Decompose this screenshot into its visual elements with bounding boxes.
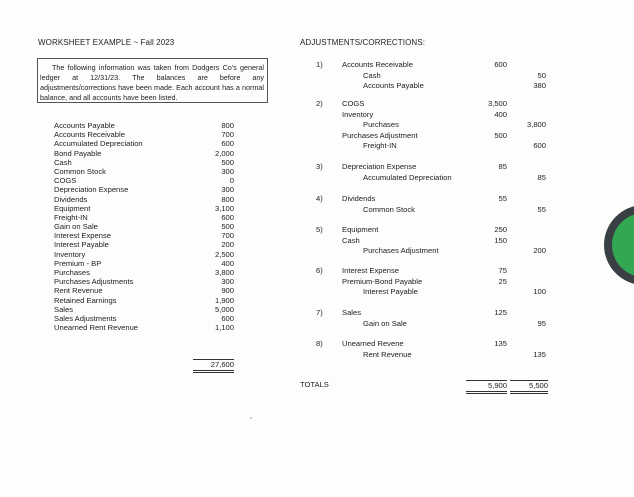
account-row (54, 167, 234, 176)
adjustment-entry (316, 308, 548, 329)
account-balance: 1,900 (214, 295, 234, 305)
account-name: Equipment (54, 203, 91, 213)
adjustments-title: ADJUSTMENTS/CORRECTIONS: (300, 38, 426, 47)
account-name: Retained Earnings (54, 295, 117, 305)
entry-debit: 75 (498, 266, 507, 275)
account-name: Cash (54, 157, 72, 167)
account-row (54, 259, 234, 268)
entry-debit: 600 (494, 60, 507, 69)
entry-credit: 85 (537, 172, 546, 182)
account-balance: 2,500 (214, 249, 234, 259)
account-row (54, 176, 234, 185)
account-name: Purchases Adjustments (54, 277, 134, 287)
account-balance: 500 (221, 222, 234, 232)
entry-account: Unearned Revene (342, 339, 404, 348)
adjustment-entry (316, 266, 548, 298)
account-balance: 600 (221, 212, 234, 222)
entry-debit: 85 (498, 162, 507, 171)
account-name: Purchases (54, 268, 90, 277)
account-name: Accumulated Depreciation (54, 139, 143, 149)
account-balance: 300 (221, 185, 234, 195)
account-balance: 800 (221, 194, 234, 204)
entry-account: Cash (363, 70, 381, 80)
entry-debit: 250 (494, 225, 507, 234)
account-balance: 900 (221, 286, 234, 296)
entry-account: Accounts Payable (363, 81, 424, 90)
account-name: Common Stock (54, 166, 106, 176)
entry-line (316, 173, 548, 184)
entry-account: Common Stock (363, 204, 415, 214)
account-balance: 800 (221, 121, 234, 130)
account-name: Interest Payable (54, 240, 109, 250)
entry-account: Rent Revenue (363, 349, 412, 359)
entry-debit: 135 (494, 339, 507, 348)
account-row (54, 204, 234, 213)
adjustment-entry (316, 225, 548, 257)
account-name: Inventory (54, 249, 86, 259)
account-name: Bond Payable (54, 148, 102, 158)
entry-line (316, 246, 548, 257)
entry-line (316, 81, 548, 92)
entry-line (316, 71, 548, 82)
entry-number: 6) (316, 266, 323, 275)
entry-line (316, 162, 548, 173)
intro-box (37, 58, 268, 103)
entry-line (316, 319, 548, 330)
entry-credit: 100 (533, 287, 546, 296)
adjustment-entry (316, 339, 548, 360)
worksheet-title: WORKSHEET EXAMPLE ~ Fall 2023 (38, 38, 175, 47)
entry-credit: 380 (533, 81, 546, 90)
account-name: Unearned Rent Revenue (54, 323, 139, 333)
account-name: Sales Adjustments (54, 313, 117, 323)
totals-debit: 5,900 (466, 380, 507, 394)
entry-line (316, 308, 548, 319)
account-name: Accounts Payable (54, 121, 115, 130)
entry-number: 5) (316, 225, 323, 234)
account-balance: 200 (221, 240, 234, 250)
account-name: Accounts Receivable (54, 130, 125, 140)
account-balance: 3,100 (214, 203, 234, 213)
account-balance: 700 (221, 130, 234, 140)
account-balance: 300 (221, 166, 234, 176)
account-balance: 400 (221, 258, 234, 268)
account-name: Premium - BP (54, 258, 102, 268)
account-row (54, 130, 234, 139)
account-name: Gain on Sale (54, 222, 98, 232)
entry-debit: 125 (494, 308, 507, 317)
entry-number: 8) (316, 339, 323, 348)
entry-line (316, 141, 548, 152)
entry-account: Purchases (363, 120, 399, 129)
account-balance: 300 (221, 277, 234, 287)
entry-line (316, 131, 548, 142)
badge-inner (612, 213, 634, 277)
account-balance-list (54, 121, 234, 332)
entry-credit: 600 (533, 141, 546, 150)
entry-credit: 3,800 (526, 120, 546, 129)
entry-account: Interest Expense (342, 266, 399, 275)
account-row (54, 305, 234, 314)
account-balance: 600 (221, 139, 234, 149)
entry-debit: 500 (494, 130, 507, 140)
totals-credit: 5,500 (510, 380, 548, 394)
accounts-total: 27,600 (193, 359, 234, 373)
entry-account: Purchases Adjustment (363, 246, 439, 255)
entry-credit: 50 (537, 70, 546, 80)
account-name: Rent Revenue (54, 286, 103, 296)
account-row (54, 149, 234, 158)
entry-account: Purchases Adjustment (342, 130, 418, 140)
adjustment-entry (316, 60, 548, 92)
entry-line (316, 236, 548, 247)
entry-account: Interest Payable (363, 287, 418, 296)
account-row (54, 286, 234, 295)
entry-line (316, 60, 548, 71)
entry-account: Premium-Bond Payable (342, 276, 423, 286)
green-circle-button-icon[interactable] (604, 205, 634, 285)
account-balance: 2,000 (214, 148, 234, 158)
entry-account: Accumulated Depreciation (363, 172, 452, 182)
entry-account: Dividends (342, 194, 376, 203)
account-row (54, 231, 234, 240)
account-row (54, 323, 234, 332)
entry-number: 4) (316, 194, 323, 203)
account-name: Interest Expense (54, 231, 111, 241)
account-row (54, 296, 234, 305)
account-row (54, 277, 234, 286)
entry-line (316, 99, 548, 110)
entry-account: Equipment (342, 225, 379, 234)
account-name: Freight-IN (54, 212, 88, 222)
account-name: Sales (54, 304, 73, 314)
entry-line (316, 120, 548, 131)
paper-speck (250, 417, 252, 419)
entry-line (316, 350, 548, 361)
entry-credit: 200 (533, 246, 546, 255)
entry-debit: 400 (494, 109, 507, 119)
entry-line (316, 339, 548, 350)
adjustment-entry (316, 162, 548, 183)
entry-account: Cash (342, 235, 360, 245)
account-balance: 600 (221, 313, 234, 323)
account-row (54, 195, 234, 204)
account-row (54, 240, 234, 249)
entry-credit: 95 (537, 318, 546, 328)
entry-account: Inventory (342, 109, 374, 119)
account-name: COGS (54, 176, 77, 186)
account-balance: 5,000 (214, 304, 234, 314)
entry-debit: 150 (494, 235, 507, 245)
entry-number: 7) (316, 308, 323, 317)
entry-account: COGS (342, 99, 365, 108)
entry-account: Accounts Receivable (342, 60, 413, 69)
account-row (54, 250, 234, 259)
account-row (54, 268, 234, 277)
account-row (54, 222, 234, 231)
account-balance: 0 (229, 176, 234, 186)
entry-line (316, 110, 548, 121)
entry-line (316, 277, 548, 288)
account-row (54, 121, 234, 130)
entry-credit: 55 (537, 204, 546, 214)
entry-account: Depreciation Expense (342, 162, 417, 171)
account-name: Dividends (54, 194, 88, 204)
entry-account: Freight-IN (363, 141, 397, 150)
entry-debit: 3,500 (487, 99, 507, 108)
adjustment-entry (316, 99, 548, 152)
entry-line (316, 205, 548, 216)
totals-label: TOTALS (300, 380, 329, 389)
account-balance: 700 (221, 231, 234, 241)
account-row (54, 185, 234, 194)
account-row (54, 158, 234, 167)
entry-number: 2) (316, 99, 323, 108)
entry-credit: 135 (533, 349, 546, 359)
entry-account: Gain on Sale (363, 318, 407, 328)
account-balance: 1,100 (214, 323, 234, 333)
account-row (54, 213, 234, 222)
entry-line (316, 225, 548, 236)
entry-number: 3) (316, 162, 323, 171)
account-balance: 500 (221, 157, 234, 167)
account-balance: 3,800 (214, 268, 234, 277)
entry-number: 1) (316, 60, 323, 69)
entry-line (316, 266, 548, 277)
entry-account: Sales (342, 308, 361, 317)
entry-line (316, 287, 548, 298)
account-name: Depreciation Expense (54, 185, 129, 195)
entry-debit: 25 (498, 276, 507, 286)
adjustment-entry (316, 194, 548, 215)
entry-debit: 55 (498, 194, 507, 203)
account-row (54, 139, 234, 148)
entry-line (316, 194, 548, 205)
account-row (54, 314, 234, 323)
intro-text: The following information was taken from Dodgers Co's general ledger at 12/31/23. The balances are before any adjustments/corrections have been made. Each account has a normal balance, and all accounts have been listed. (40, 63, 264, 102)
